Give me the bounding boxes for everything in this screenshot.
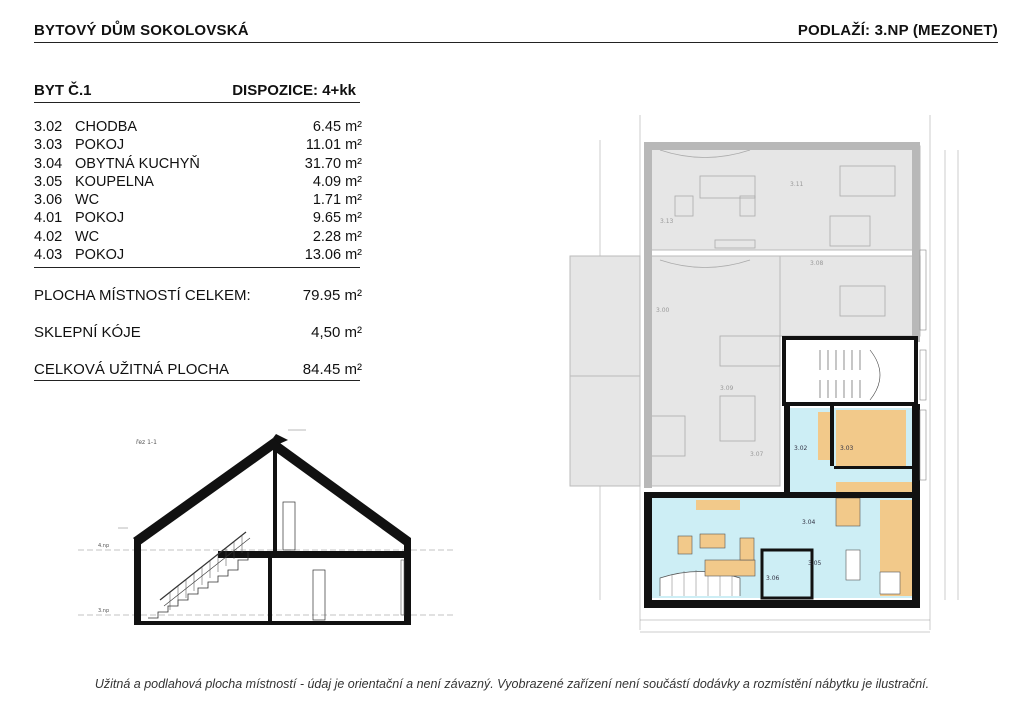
list-item [34, 209, 362, 227]
room-area: 4.09 m² [312, 173, 362, 190]
list-item [34, 136, 362, 154]
rooms-total-value: 79.95 m² [302, 287, 362, 304]
list-item [34, 173, 362, 191]
room-name: KOUPELNA [75, 173, 154, 190]
room-label-313: 3.13 [660, 218, 674, 225]
room-name: WC [75, 192, 100, 209]
total-value: 84.45 m² [302, 361, 362, 378]
disclaimer-note: Užitná a podlahová plocha místností - údaj je orientační a není závazný. Vyobrazené zařízení není součástí dodávky a rozmístění nábytku je ilustrační. [94, 677, 930, 691]
unit-layout: DISPOZICE: 4+kk [232, 82, 356, 99]
room-area: 1.71 m² [312, 192, 362, 209]
room-label-305: 3.05 [808, 560, 822, 567]
list-item [34, 228, 362, 246]
room-label-308: 3.08 [810, 260, 824, 267]
cellar-label: SKLEPNÍ KÓJE [34, 324, 141, 341]
room-name: OBYTNÁ KUCHYŇ [75, 155, 200, 172]
room-label-309: 3.09 [720, 385, 734, 392]
room-name: WC [75, 228, 100, 245]
room-number: 4.03 [34, 247, 63, 264]
level-upper-label: 4.np [98, 543, 110, 549]
room-number: 3.02 [34, 119, 63, 135]
list-item [34, 118, 362, 136]
room-name: POKOJ [75, 137, 125, 154]
room-area: 13.06 m² [304, 247, 362, 264]
room-label-300: 3.00 [656, 307, 670, 314]
room-area: 6.45 m² [312, 119, 362, 135]
room-area: 11.01 m² [305, 137, 362, 154]
cellar-value: 4,50 m² [311, 324, 362, 341]
floor-plan-drawing [540, 110, 980, 645]
header-divider [34, 42, 998, 43]
room-number: 4.01 [34, 210, 63, 227]
section-title: řez 1-1 [136, 439, 157, 446]
floor-title: PODLAŽÍ: 3.NP (MEZONET) [797, 22, 998, 39]
list-item [34, 191, 362, 209]
section-drawing [78, 420, 458, 635]
room-label-306: 3.06 [766, 575, 780, 582]
total-label: CELKOVÁ UŽITNÁ PLOCHA [34, 361, 230, 378]
list-item [34, 246, 362, 264]
room-label-302: 3.02 [794, 445, 808, 452]
totals-divider [34, 380, 360, 381]
room-area: 2.28 m² [312, 228, 362, 245]
building-title: BYTOVÝ DŮM SOKOLOVSKÁ [34, 22, 249, 39]
unit-divider [34, 102, 360, 103]
unit-name: BYT Č.1 [34, 82, 92, 99]
room-name: POKOJ [75, 210, 125, 227]
room-number: 3.04 [34, 155, 63, 172]
room-number: 3.05 [34, 173, 63, 190]
room-name: POKOJ [75, 247, 125, 264]
level-lower-label: 3.np [98, 608, 110, 614]
room-number: 3.03 [34, 137, 63, 154]
room-label-311: 3.11 [790, 181, 804, 188]
room-name: CHODBA [75, 119, 138, 135]
room-number: 4.02 [34, 228, 63, 245]
room-number: 3.06 [34, 192, 63, 209]
room-list [34, 118, 362, 264]
room-label-304: 3.04 [802, 519, 816, 526]
room-label-307: 3.07 [750, 451, 764, 458]
list-item [34, 155, 362, 173]
unit-header [34, 82, 356, 102]
room-area: 31.70 m² [304, 155, 362, 172]
room-area: 9.65 m² [312, 210, 362, 227]
room-label-303: 3.03 [840, 445, 854, 452]
rooms-total-label: PLOCHA MÍSTNOSTÍ CELKEM: [34, 287, 251, 304]
rooms-divider [34, 267, 360, 268]
